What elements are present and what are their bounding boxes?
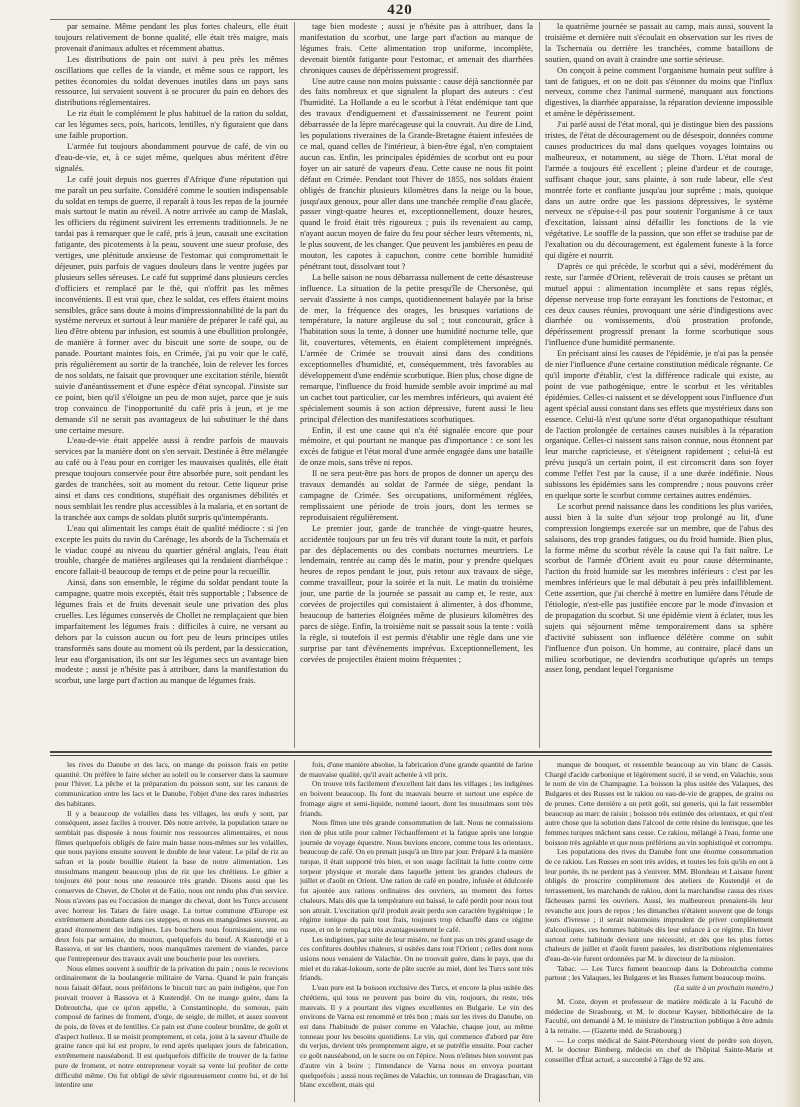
- paragraph: Le café jouit depuis nos guerres d'Afrique d'une réputation qui me paraît un peu surfaite. Considéré comme le soutien indispensable du soldat en temps de guerre, il reparaît à tous les repas de la journée mais surtout le matin au réveil. A notre arrivée au camp de Maslak, les officiers du régiment suivirent les errements traditionnels. Je ne tardai pas à remarquer que le café, pris à jeun, causait une excitation fatigante, des picotements à la peau, souvent une sueur profuse, des vertiges, une plénitude anxieuse de l'estomac qui compromettait le déjeuner, puis parfois de vagues douleurs dans le ventre jugées par plusieurs selles séreuses. Le café fut supprimé dans plusieurs cercles d'officiers et remplacé par le thé, qui n'offrit pas les mêmes inconvénients. Il est vrai que, chez le soldat, ces effets étaient moins sensibles, grâce sans doute à moins d'impressionnabilité de la part du système nerveux et surtout à leur manière de préparer le café qui, au lieu d'être obtenu par infusion, est soumis à une ébullition prolongée, de manière à former avec du biscuit une sorte de soupe, ou de panade. Pourtant maintes fois, en Crimée, j'ai pu voir que le café, pris régulièrement au sortir de la tranchée, loin de relever les forces de nos soldats, ne faisait que provoquer une excitation stérile, bientôt suivie d'anéantissement et d'une espèce d'état syncopal. J'insiste sur ce point, bien qu'il s'éloigne un peu de mon sujet, parce que je suis trop convaincu de l'inopportunité du café pris à jeun, et je me demande s'il ne serait pas avantageux de lui substituer le thé dans une certaine mesure.: [55, 174, 288, 435]
- paragraph: Le riz était le complément le plus habituel de la ration du soldat, car les légumes secs, pois, haricots, lentilles, n'y figuraient que dans une faible proportion.: [55, 109, 288, 141]
- paragraph: L'eau-de-vie était appelée aussi à rendre parfois de mauvais services par la manière dont on s'en servait. Destinée à être mélangée au café ou à l'eau pour en corriger les mauvaises qualités, elle était presque toujours conservée pour être absorbée pure, soit pendant les gardes de tranchées, soit au moment du retour. Cette liqueur prise ainsi et dans ces conditions, stupéfiait des organismes débilités et nous semblait les rendre plus accessibles à la malaria, et en sortant de la tranchée aux camps de soldats plutôt surpris qu'intempérants.: [55, 436, 288, 522]
- paragraph: Les populations des rives du Danube font une énorme consommation de ce rakiou. Les Russes en sont très avides, et toutes les fois qu'ils en ont à leur portée, ils ne perdent pas à s'enivrer. MM. Blondeau et Laisane furent obligés de proscrire complètement des ateliers de Kustendjé et de terrassement, les marchands de rakiou, dont la marchandise causa des rixes fâcheuses parmi les ouvriers. Aussi, les malheureux prenaient-ils leur revanche aux jours de repos ; les dimanches n'étaient souvent que de longs jours d'ivresse ; il serait néanmoins imprudent de priver complètement d'alcooliques, ces hommes habitués dès leur enfance à ce régime. En hiver surtout cette habitude devient une nécessité, et dès que les plus fortes chaleurs de juillet et d'août furent passées, les distributions réglementaires d'eau-de-vie furent ordonnées par M. le directeur de la mission.: [545, 847, 773, 964]
- paragraph: les rives du Danube et des lacs, on mange du poisson frais en petite quantité. On préfère le faire sécher au soleil ou le conserver dans la saumure pour l'hiver. La pêche et la préparation du poisson sont, sur les canaux de communication entre les lacs et le Danube, l'objet d'une des rares industries des habitants.: [55, 760, 288, 808]
- paragraph: On conçoit à peine comment l'organisme humain peut suffire à tant de fatigues, et on ne doit pas s'étonner du moins que l'influx nerveux, comme chez l'animal surmené, manquant aux fonctions digestives, la diarrhée apparaisse, la réparation devienne impossible et amène le dépérissement.: [545, 65, 773, 119]
- top-rule: [50, 19, 770, 20]
- news-item: M. Coze, doyen et professeur de matière médicale à la Faculté de médecine de Strasbourg, et M. le docteur Kayser, bibliothécaire de la Faculté, ont demandé à M. le ministre de l'instruction publique à être admis à la retraite. — (Gazette méd. de Strasbourg.): [545, 996, 773, 1035]
- continued-note: (La suite à un prochain numéro.): [673, 983, 773, 993]
- page-edge-shadow: [782, 0, 800, 1107]
- paragraph: Tabac. — Les Turcs fument beaucoup dans la Dobroutcha comme partout ; les Valaques, les Bulgares et les Russes fument beaucoup moins.: [545, 963, 773, 983]
- paragraph: Il y a beaucoup de volailles dans les villages, les œufs y sont, par conséquent, assez faciles à trouver. Dès notre arrivée, la population tatare ne semblait pas disposée à nous fournir nos ressources alimentaires, et nous fûmes quelquefois obligés de faire main basse nous-mêmes sur les volailles, que nous payions ensuite souvent le double de leur valeur. Le pilaf de riz au safran et la poule bouillie étaient la base de notre alimentation. Les musulmans mangent beaucoup plus de riz que les chrétiens. Le gibier a toujours été pour nous une ressource très grande. Disons aussi que les conserves de Chevet, de Cholet et de Fatio, nous ont rendu plus d'un service. Nous n'avons pas eu l'occasion de manger du cheval, dont les Turcs accusent avec horreur les Tatars de faire usage. La tortue commune d'Europe est extrêmement abondante dans ces steppes, et nous en mangeâmes souvent, au grand étonnement des indigènes. Les bouchers nous fournissaient, une ou deux fois par semaine, du mouton, quelquefois du bœuf. A Kustendjé et à Rassova, et sur les chantiers, nous manquâmes rarement de viandes, parce que l'entrepreneur des travaux avait une boucherie pour les ouvriers.: [55, 808, 288, 964]
- paragraph: Les indigènes, par suite de leur misère, ne font pas un très grand usage de ces confitures doubles chaleurs, si usitées dans tout l'Orient ; celles dont nous usions nous venaient de Valachie. On ne trouvait guère, dans le pays, que du miel et du rakat-lokoum, sorte de pâte sucrée au miel, dont les Turcs sont très friands.: [300, 934, 533, 983]
- column-divider: [539, 22, 540, 748]
- paragraph: manque de bouquet, et ressemble beaucoup au vin blanc de Cassis. Chargé d'acide carbonique et légèrement sucré, il se vend, en Valachie, sous le nom de vin de Champagne. La boisson la plus usitée des Valaques, des Bulgares et des Russes est le rakiou ou eau-de-vie de grappes, de grains ou de prunes. Cette dernière a un petit goût, sui generis, qui la fait ressembler beaucoup au marc de raisin ; boisson très estimée des orientaux, et qui n'est autre chose que la solution dans l'alcool de cette résine du lentisque, que les femmes turques mâchent sans cesse. Ce rakiou, mélangé à l'eau, forme une boisson très agréable et que nous préférions au vin sophistiqué et corrompu.: [545, 760, 773, 847]
- paragraph: par semaine. Même pendant les plus fortes chaleurs, elle était toujours relativement de bonne qualité, elle était très maigre, mais provenait d'animaux adultes et récemment abattus.: [55, 22, 288, 53]
- page-number: 420: [387, 2, 413, 18]
- news-item: — Le corps médical de Saint-Pétersbourg vient de perdre son doyen, M. le docteur Bimberg, médecin en chef de l'hôpital Sainte-Marie et conseiller d'État actuel, a succombé à l'âge de 92 ans.: [545, 1035, 773, 1065]
- section-divider: [50, 751, 772, 753]
- paragraph: Ainsi, dans son ensemble, le régime du soldat pendant toute la campagne, quatre mois exceptés, était très supportable ; l'absence de légumes frais et de fruits devenait seule une privation des plus cruelles. Les légumes conservés de Chollet ne remplaçaient que bien imparfaitement les légumes frais : difficiles à cuire, ne versant au dehors par la cuisson aucun ou fort peu de leurs principes utiles transformés sans doute au moment où ils perdent, par la dessiccation, leur eau d'organisation, ils ont sur les légumes secs un avantage bien modeste ; aussi je n'hésite pas à attribuer, dans la manifestation du scorbut, une large part d'action au manque de légumes frais.: [55, 578, 288, 686]
- paragraph: Le scorbut prend naissance dans les conditions les plus variées, aussi bien à la suite d'un séjour trop prolongé au lit, d'une compression longtemps exercée sur un membre, que de l'abus des salaisons, des trop grandes fatigues, ou du froid humide. Bien plus, la forme même du scorbut révèle la cause qui l'a fait naître. Le scorbut de l'armée d'Orient avait eu pour cause déterminante, l'action du froid humide sur les membres inférieurs : c'est par les membres inférieurs que le mal débutait à peu près infailliblement. Cette assertion, que j'ai cherché à mettre en lumière dans l'étude de l'étiologie, n'est-elle pas justifiée encore par le mode d'invasion et de propagation du scorbut. Si une épidémie vient à éclater, tous les sujets qui séjournent même temporairement dans sa sphère d'activité subissent son influence délétère comme on subit l'influence d'un poison. Un homme, au contraire, placé dans un milieu scorbutique, ne deviendra scorbutique qu'après un temps assez long, pendant lequel l'organisme: [545, 501, 773, 675]
- paragraph: Enfin, il est une cause qui n'a été signalée encore que pour mémoire, et qui pourtant ne manque pas d'importance : ce sont les excès de fatigue et l'état moral d'une armée engagée dans une bataille de onze mois, sans trêve ni repos.: [300, 425, 533, 468]
- paragraph: Le premier jour, garde de tranchée de vingt-quatre heures, accidentée toujours par un feu très vif durant toute la nuit, et parfois par des déplacements ou des combats nocturnes meurtriers. Le lendemain, rentrée au camp dès le matin, pour y prendre quelques heures de repos pendant le jour, puis retour aux travaux de siège, comme travailleur, pour la soirée et la nuit. Le matin du troisième jour, une partie de la journée se passait au camp et, le reste, aux corvées de projectiles qui consistaient à alimenter, à dos d'homme, beaucoup de batteries éloignées même de plusieurs kilomètres des parcs de siège. Enfin, la troisième nuit se passait sous la tente : voilà la règle, si toutefois il est permis d'établir une règle dans une vie surprise par tant d'événements imprévus. Exceptionnellement, les corvées de projectiles étaient moins fréquentes ;: [300, 523, 533, 664]
- feuilleton-column-2: [300, 760, 533, 1100]
- paragraph: Il ne sera peut-être pas hors de propos de donner un aperçu des travaux demandés au soldat de l'armée de siège, pendant la campagne de Crimée. Ses occupations, uniformément réglées, remplissaient une période de trois jours, dont les termes se reproduisaient régulièrement.: [300, 469, 533, 522]
- paragraph: L'eau qui alimentait les camps était de qualité médiocre : si j'en excepte les puits du ravin du Carénage, les abords de la Tschernaïa et le viaduc coupé au niveau du quartier général anglais, l'eau était trouble, chargée de matières argileuses qui la rendaient diarrhéique : encore fallait-il beaucoup de temps et de peine pour la recueillir.: [55, 523, 288, 577]
- paragraph: La belle saison ne nous débarrassa nullement de cette désastreuse influence. La situation de la petite presqu'île de Chersonèse, qui servait d'assiette à nos camps, quotidiennement balayée par la brise de mer, la fréquence des orages, les brusques variations de température, la nature argileuse du sol ; tout concourait, grâce à l'habitation sous la tente, à donner une humidité nocturne telle, que lit, couvertures, vêtements, en étaient complètement imprégnés. L'armée de Crimée se trouvait ainsi dans des conditions exceptionnelles d'humidité, et, conséquemment, très favorables au développement d'une endémie scorbutique. Bien plus, chose digne de remarque, l'influence du froid humide semble avoir imprimé au mal un cachet tout particulier, car les membres inférieurs, qui avaient été spécialement soumis à son action dépressive, furent aussi le lieu principal d'élection des manifestations scorbutiques.: [300, 272, 533, 424]
- paragraph: D'après ce qui précède, le scorbut qui a sévi, modérément du reste, sur l'armée d'Orient, relèverait de trois causes se prêtant un mutuel appui : alimentation incomplète et sans repas réglés, dépense nerveuse trop forte enrayant les fonctions de l'estomac, et ces deux causes réunies, provoquant une série d'indigestions avec diarrhée ou vomissements, d'où prostration profonde, dépérissement progressif prenant la forme scorbutique sous l'influence d'une humidité permanente.: [545, 261, 773, 348]
- column-divider: [539, 760, 540, 1102]
- article-column-1: [55, 22, 288, 747]
- column-divider: [294, 760, 295, 1102]
- paragraph: L'armée fut toujours abondamment pourvue de café, de vin ou d'eau-de-vie, et, à ce sujet même, quelques abus méritent d'être signalés.: [55, 141, 288, 173]
- paragraph: On trouve très facilement d'excellent lait dans les villages ; les indigènes en boivent beaucoup. Ils font du mauvais beurre et surtout une espèce de fromage aigre et semi-liquide, nommé iaourt, dont les musulmans sont très friands.: [300, 779, 533, 818]
- paragraph: Nous fîmes une très grande consommation de lait. Nous ne connaissions rien de plus utile pour calmer l'échauffement et la fatigue après une longue journée de voyage équestre. Nous buvions encore, comme tous les orientaux, beaucoup de café. On en prenait jusqu'à un litre par jour. Préparé à la manière turque, il était supporté très bien, et son usage facilitait la lutte contre cette torpeur physique et morale dans laquelle jettent les grandes chaleurs de juillet et d'août en Orient. Une ration de café en poudre, infusée et édulcorée fut ajoutée aux rations ordinaires des ouvriers, au moment des fortes chaleurs. Mais dès que la température eut baissé, le café perdit pour nous tout son attrait. L'excitation qu'il produit avait perdu son caractère hygiénique ; le régime tonique du pain tout frais, toujours trop échauffé dans ce régime russe, et on le remplaça très avantageusement le café.: [300, 818, 533, 934]
- paragraph: Les distributions de pain ont suivi à peu près les mêmes oscillations que celles de la viande, et même sous ce rapport, les petites économies du soldat devenues inutiles dans un pays sans ressource, lui servaient souvent à se procurer du pain en dehors des distributions réglementaires.: [55, 54, 288, 108]
- paragraph: J'ai parlé aussi de l'état moral, qui je distingue bien des passions tristes, de l'état de découragement ou de désespoir, données comme causes productrices du mal dans quelques voyages lointains ou malheureux, et notamment, au siège de Thorn. L'état moral de l'armée a toujours été excellent ; pleine d'ardeur et de courage, suffisant chaque jour, sans plainte, à son rude labeur, elle s'est montrée forte et confiante jusqu'au jour suprême ; mais, quoique dans un autre ordre que les passions dépressives, le système nerveux ne s'épuise-t-il pas pour soutenir l'organisme à ce taux d'excitation, laissant ainsi défaillir les fonctions de la vie végétative. Le souffle de la passion, que son effet se traduise par de l'exaltation ou du découragement, est également funeste à la force qui digère et nourrit.: [545, 120, 773, 261]
- paragraph: la quatrième journée se passait au camp, mais aussi, souvent la troisième et dernière nuit s'écoulait en observation sur les rives de la Tschernaïa ou derrière les tranchées, comme bataillons de soutien, quand on avait à craindre une sortie sérieuse.: [545, 22, 773, 64]
- column-divider: [294, 22, 295, 748]
- paragraph: tage bien modeste ; aussi je n'hésite pas à attribuer, dans la manifestation du scorbut, une large part d'action au manque de légumes frais. Cette alimentation trop uniforme, incomplète, devenait bientôt fatigante pour l'estomac, et amenait des diarrhées chroniques causes de dépérissement progressif.: [300, 22, 533, 75]
- paragraph: Nous eûmes souvent à souffrir de la privation du pain ; nous le recevions ordinairement de la boulangerie militaire de Varna. Quand le pain français nous faisait défaut, nous préférions le biscuit turc au pain indigène, que l'on pouvait trouver à Rassova et à Kustendjé. On ne mange guère, dans la Dobroutcha, que ce qu'on appelle, à Constantinople, du somoun, pain composé de farines de froment, d'orge, de seigle, de millet, et assez souvent de pois, de fèves et de lentilles. Ce pain est d'une couleur brunâtre, de goût et d'aspect huileux. Il se moisit promptement, et cela, joint à la saveur d'huile de graine rance qui lui est propre, le rend après quelques jours de fabrication, extrêmement nauséabond. Il est quelquefois difficile de trouver de la farine pure de froment, et notre entrepreneur voyait sa vente lui profiter de cette difficulté même. On fut obligé de sévir rigoureusement contre lui, et de lui interdire une: [55, 963, 288, 1090]
- feuilleton-column-3: [545, 760, 773, 1100]
- paragraph: En précisant ainsi les causes de l'épidémie, je n'ai pas la pensée de nier l'influence d'une certaine constitution médicale régnante. Ce qu'il importe d'établir, c'est la différence radicale qui existe, au point de vue pathogénique, entre le scorbut et les véritables épidémies. Celles-ci naissent et se développent sous l'influence d'un agent spécial aussi constant dans ses effets que mystérieux dans son essence. Celui-là n'est qu'une sorte d'état organopathique résultant de l'action prolongée de certaines causes nuisibles à la réparation organique. Celles-ci naissent sans raison connue, nous étonnent par leur marche capricieuse, et s'éteignent rapidement ; celui-là est prévu jusqu'à un certain point, il est circonscrit dans son foyer comme l'effet l'est par la cause, il a une durée indéfinie. Nous subissons les épidémies sans les comprendre ; nous pouvons créer en quelque sorte le scorbut comme certaines autres endémies.: [545, 349, 773, 500]
- article-column-2: [300, 22, 533, 747]
- feuilleton-column-1: [55, 760, 288, 1100]
- section-divider-thin: [50, 755, 772, 756]
- paragraph: Une autre cause non moins puissante : cause déjà sanctionnée par des faits nombreux et que signalent la plupart des auteurs : c'est l'humidité. La Hollande a eu le scorbut à l'état endémique tant que des travaux d'endiguement et d'assainissement ne l'eurent point débarrassée de la lèpre marécageuse qui la couvrait. Au dire de Lind, les populations riveraines de la Grande-Bretagne étaient infestées de ce mal, quand celles de l'intérieur, à bien-être égal, n'en comptaient aucun cas. Enfin, les principales épidémies de scorbut ont eu pour foyer un air saturé de vapeurs d'eau. Cette cause ne nous fit point défaut en Crimée. Pendant tout l'hiver de 1855, nos soldats étaient obligés de franchir plusieurs kilomètres dans la neige ou la boue, jusqu'aux genoux, pour aller dans une tranchée remplie d'eau glacée, passer vingt-quatre heures et, exceptionnellement, douze heures, quand le froid était très rigoureux ; puis ils revenaient au camp, n'ayant aucun moyen de faire du feu pour sécher leurs vêtements, ni, le plus souvent, de les changer. Que peuvent les jambières en peau de mouton, les capotes à capuchon, contre cette horrible humidité pénétrant tout, dissolvant tout ?: [300, 76, 533, 271]
- paragraph: L'eau pure est la boisson exclusive des Turcs, et encore la plus usitée des chrétiens, qui tous ne peuvent pas boire du vin, toujours, du reste, très mauvais. Il y a pourtant des vignes excellentes en Bulgarie. Le vin des environs de Varna est renommé et très bon ; mais sur les rives du Danube, on est dans l'habitude de puiser comme en Valachie, chaque jour, au même tonneau pour les besoins quotidiens. Le vin, qui commence d'abord par être du verjus, devient très promptement aigre, et se putréfie ensuite. Pour cacher ce goût nauséabond, on le sucre ou on l'épice. Nous n'eûmes bien souvent pas d'autre vin à boire ; l'intendance de Varna nous en envoya pourtant quelquefois ; aussi nous reçûmes de Valachie, un tonneau de Dragaschan, vin blanc excellent, mais qui: [300, 983, 533, 1090]
- article-column-3: [545, 22, 773, 747]
- paragraph: fois, d'une manière absolue, la fabrication d'une grande quantité de farine de mauvaise qualité, qu'il avait achetée à vil prix.: [300, 760, 533, 779]
